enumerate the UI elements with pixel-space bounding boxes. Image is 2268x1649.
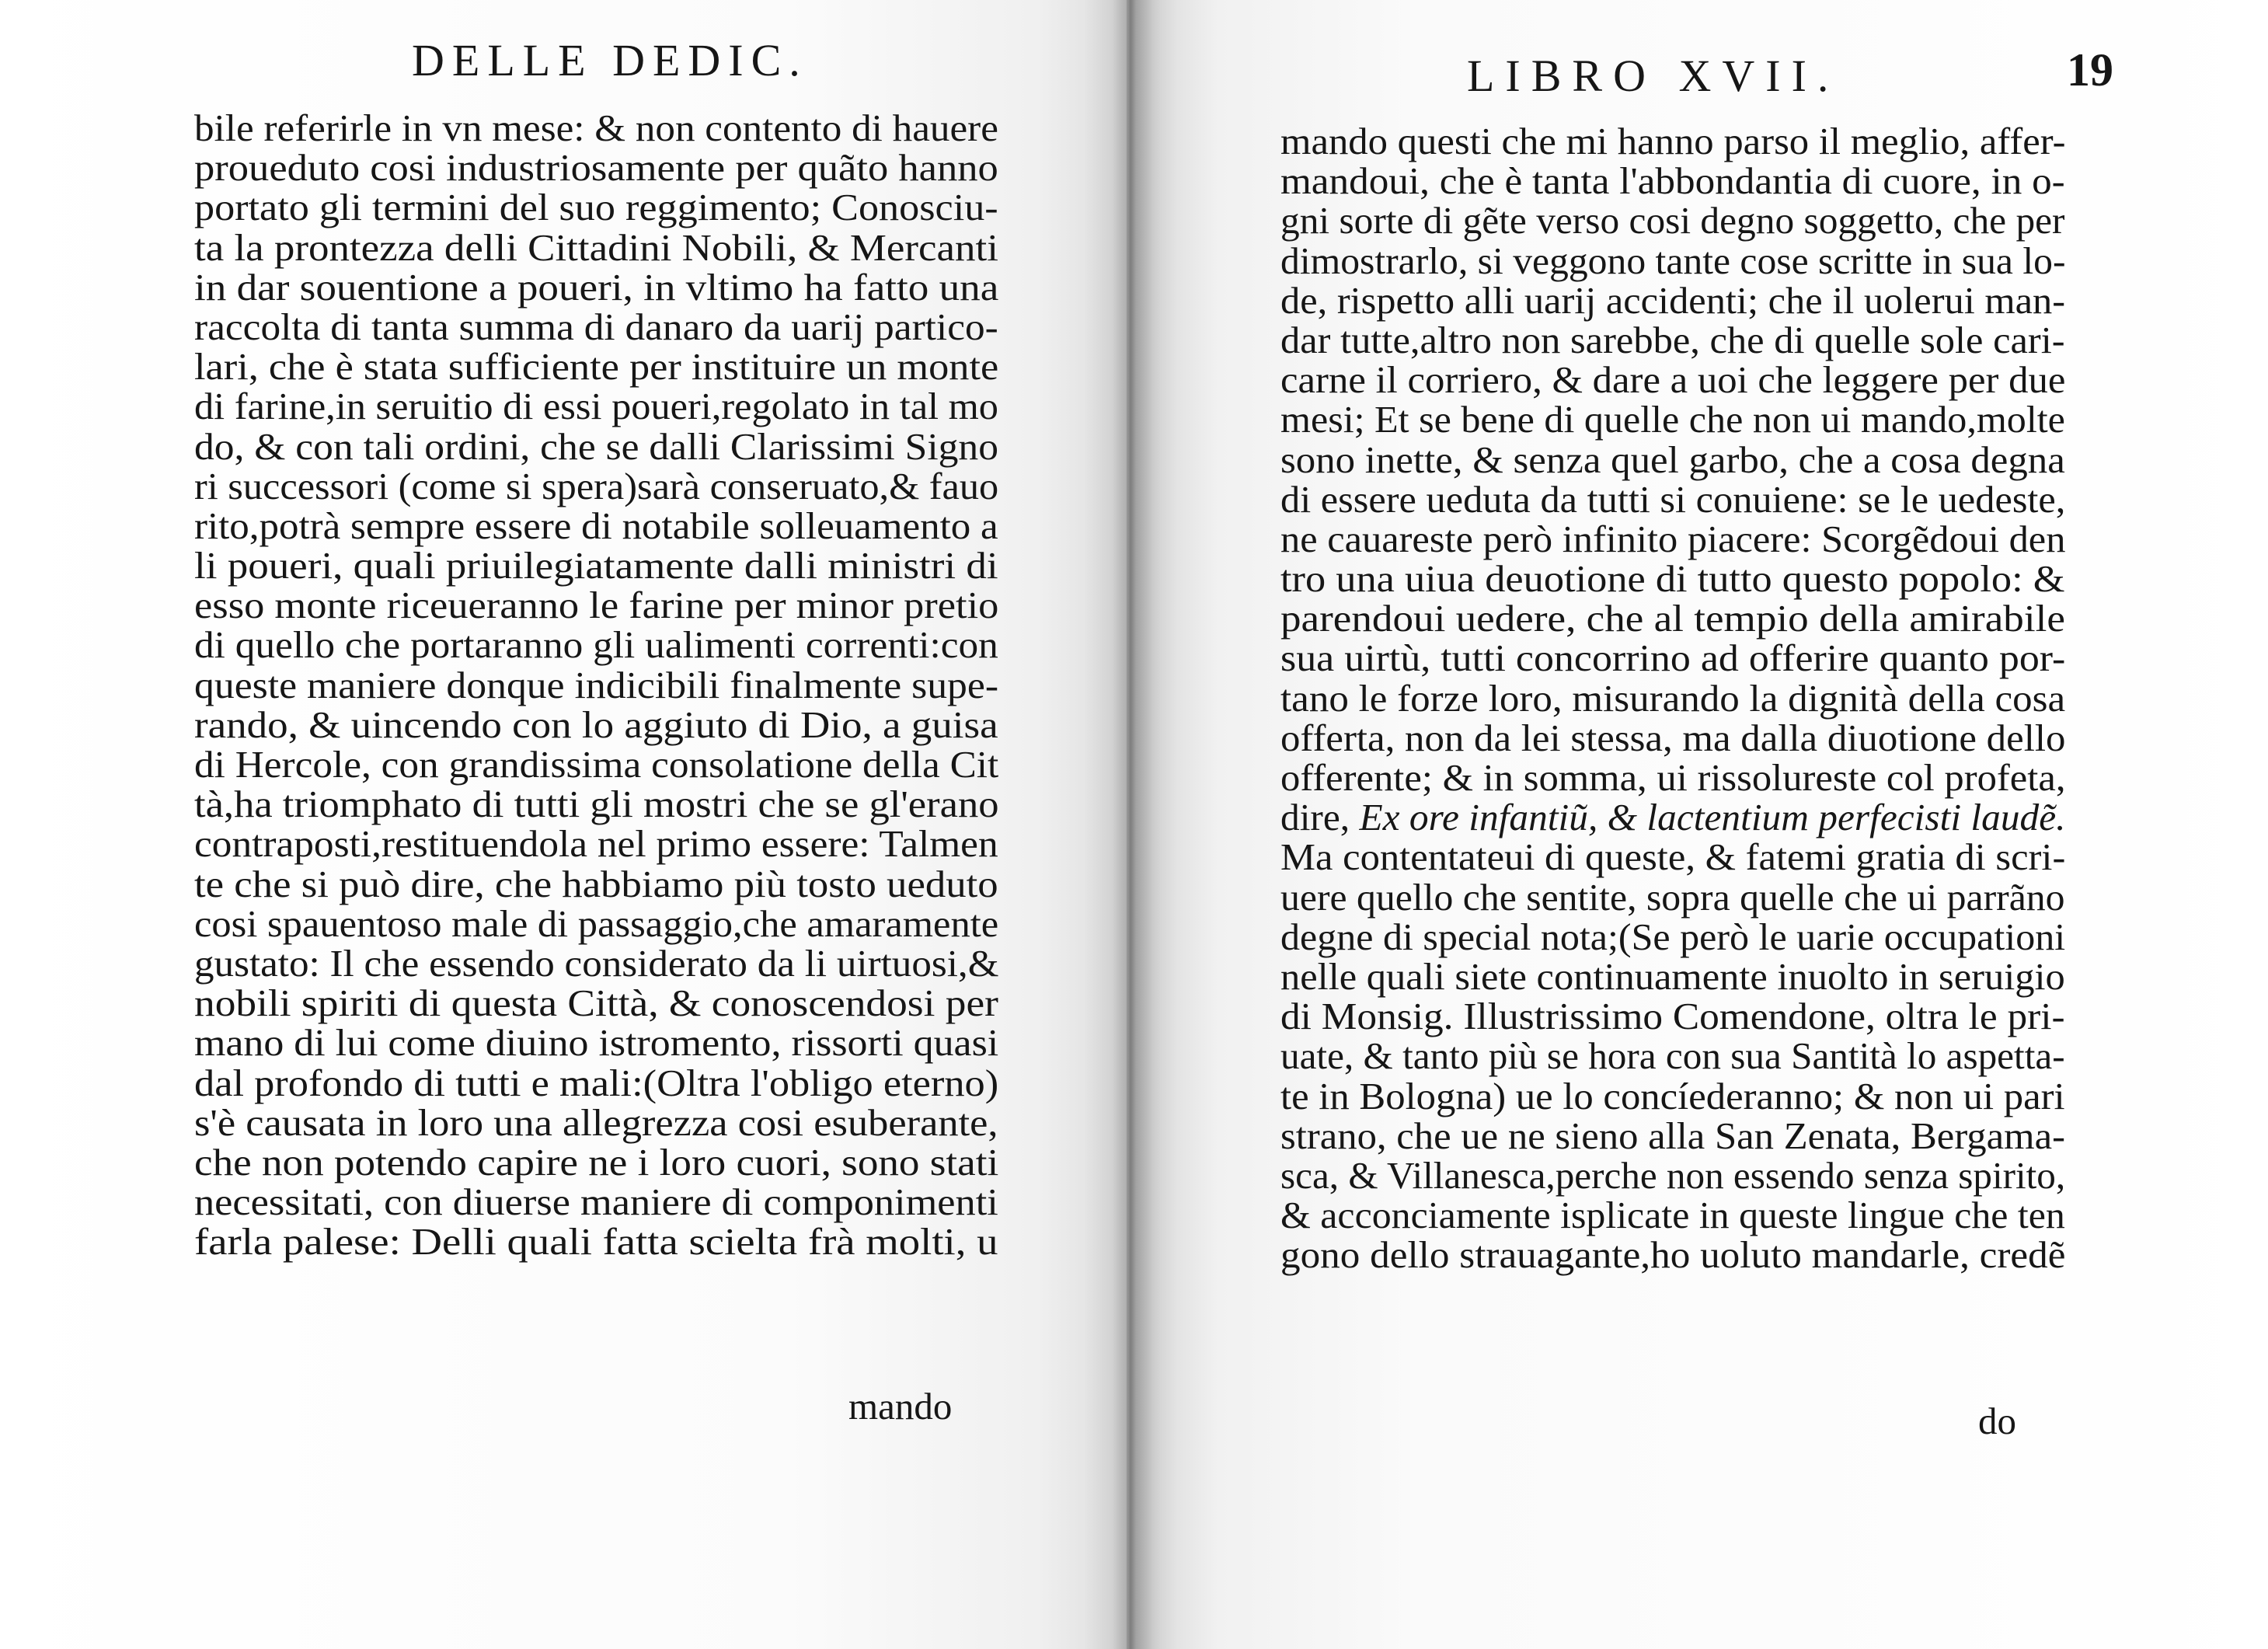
latin-quote: Ex ore infantiũ, & lactentium perfecisti laudẽ.: [1359, 796, 2066, 839]
text-line: dar tutte,altro non sarebbe, che di quelle sole cari-: [1280, 318, 2065, 361]
text-line: farla palese: Delli quali fatta scielta frà molti, u: [194, 1220, 998, 1264]
text-line: mano di lui come diuino istromento, rissorti quasi: [194, 1021, 999, 1065]
text-line: gustato: Il che essendo considerato da li uirtuosi,&: [194, 941, 999, 985]
text-line: ne cauareste però infinito piacere: Scorgẽdoui den: [1280, 517, 2066, 560]
text-line: ta la prontezza delli Cittadini Nobili, & Mercanti: [194, 225, 998, 269]
text-line: te che si può dire, che habbiamo più tosto ueduto: [194, 862, 998, 905]
text-line: ri successori (come si spera)sarà conseruato,& fauo: [194, 464, 999, 507]
text-line: uere quello che sentite, sopra quelle che ui parrãno: [1280, 875, 2065, 919]
text-line: nobili spiriti di questa Città, & conoscendosi per: [194, 981, 998, 1025]
text-line: gni sorte di gẽte verso cosi degno soggetto, che per: [1280, 199, 2065, 242]
left-text-block: [194, 106, 999, 1264]
text-line: raccolta di tanta summa di danaro da uarij partico-: [194, 305, 998, 348]
left-running-head: DELLE DEDIC.: [412, 35, 808, 85]
text-line: di quello che portaranno gli ualimenti correnti:con: [194, 623, 998, 667]
text-line: offerta, non da lei stessa, ma dalla diuotione dello: [1280, 716, 2066, 759]
text-line: degne di special nota;(Se però le uarie occupationi: [1280, 915, 2066, 958]
text-line: in dar souentione a poueri, in vltimo ha fatto una: [194, 265, 999, 309]
right-running-head: LIBRO XVII.: [1467, 51, 1840, 101]
text-line: mando questi che mi hanno parso il meglio, affer-: [1280, 120, 2066, 162]
text-line: s'è causata in loro una allegrezza cosi esuberante,: [194, 1100, 998, 1144]
text-line: esso monte riceueranno le farine per minor pretio: [194, 584, 999, 627]
text-line: li poueri, quali priuilegiatamente dalli ministri di: [194, 544, 998, 587]
text-line: parendoui uedere, che al tempio della amirabile: [1280, 597, 2065, 640]
text-line: che non potendo capire ne i loro cuori, sono stati: [194, 1140, 999, 1184]
text-line: di Monsig. Illustrissimo Comendone, oltra le pri-: [1280, 995, 2065, 1038]
text-line: rando, & uincendo con lo aggiuto di Dio, a guisa: [194, 702, 998, 746]
text-line: offerente; & in somma, ui rissolureste col profeta,: [1280, 756, 2066, 799]
text-line: uate, & tanto più se hora con sua Santità lo aspetta-: [1280, 1034, 2065, 1078]
text-line: tano le forze loro, misurando la dignità della cosa: [1280, 676, 2066, 720]
text-line: dimostrarlo, si veggono tante cose scritte in sua lo-: [1280, 239, 2066, 282]
text-line: dal profondo di tutti e mali:(Oltra l'obligo eterno): [194, 1061, 999, 1104]
text-line: bile referirle in vn mese: & non contento di hauere: [194, 106, 998, 149]
text-line: di farine,in seruitio di essi poueri,regolato in tal mo: [194, 385, 998, 428]
text-line: & acconciamente isplicate in queste lingue che ten: [1280, 1194, 2065, 1237]
text-line: Ma contentateui di queste, & fatemi gratia di scri-: [1280, 835, 2066, 879]
right-text-block: [1280, 120, 2066, 1277]
text-line: di Hercole, con grandissima consolatione della Cit: [194, 743, 999, 786]
right-catchword: do: [1978, 1400, 2016, 1442]
text-line: tà,ha triomphato di tutti gli mostri che se gl'erano: [194, 783, 999, 826]
text-line: nelle quali siete continuamente inuolto in seruigio: [1280, 954, 2065, 998]
text-line: di essere ueduta da tutti si conuiene: se le uedeste,: [1280, 477, 2066, 521]
text-line: tro una uiua deuotione di tutto questo popolo: &: [1280, 557, 2065, 601]
page-number: 19: [2067, 44, 2113, 96]
text-line: cosi spauentoso male di passaggio,che amaramente: [194, 901, 999, 945]
quote-lead: dire,: [1280, 796, 1360, 839]
text-line: necessitati, con diuerse maniere di componimenti: [194, 1180, 998, 1224]
text-line: sua uirtù, tutti concorrino ad offerire quanto por-: [1280, 636, 2066, 680]
text-line: sono inette, & senza quel garbo, che a cosa degna: [1280, 438, 2065, 481]
text-line: do, & con tali ordini, che se dalli Clarissimi Signo: [194, 424, 998, 468]
text-line: te in Bologna) ue lo concíederanno; & non ui pari: [1280, 1074, 2065, 1117]
text-line: rito,potrà sempre essere di notabile solleuamento a: [194, 504, 998, 547]
text-line: queste maniere donque indicibili finalmente supe-: [194, 663, 999, 706]
left-catchword: mando: [848, 1385, 953, 1428]
text-line: mandoui, che è tanta l'abbondantia di cuore, in o-: [1280, 159, 2065, 203]
text-line: portato gli termini del suo reggimento; Conosciu-: [194, 186, 998, 229]
text-line: de, rispetto alli uarij accidenti; che il uolerui man-: [1280, 278, 2066, 322]
latin-quote-line: [1280, 797, 2069, 837]
text-line: mesi; Et se bene di quelle che non ui mando,molte: [1280, 398, 2065, 441]
text-line: carne il corriero, & dare a uoi che leggere per due: [1280, 358, 2066, 402]
text-line: strano, che ue ne sieno alla San Zenata, Bergama-: [1280, 1114, 2065, 1157]
book-gutter: [1084, 0, 1177, 1649]
text-line: gono dello strauagante,ho uoluto mandarle, credẽ: [1280, 1233, 2066, 1277]
text-line: lari, che è stata sufficiente per instituire un monte: [194, 345, 999, 389]
text-line: proueduto cosi industriosamente per quãto hanno: [194, 146, 998, 190]
text-line: sca, & Villanesca,perche non essendo senza spirito,: [1280, 1153, 2066, 1197]
text-line: contraposti,restituendola nel primo essere: Talmen: [194, 822, 998, 866]
